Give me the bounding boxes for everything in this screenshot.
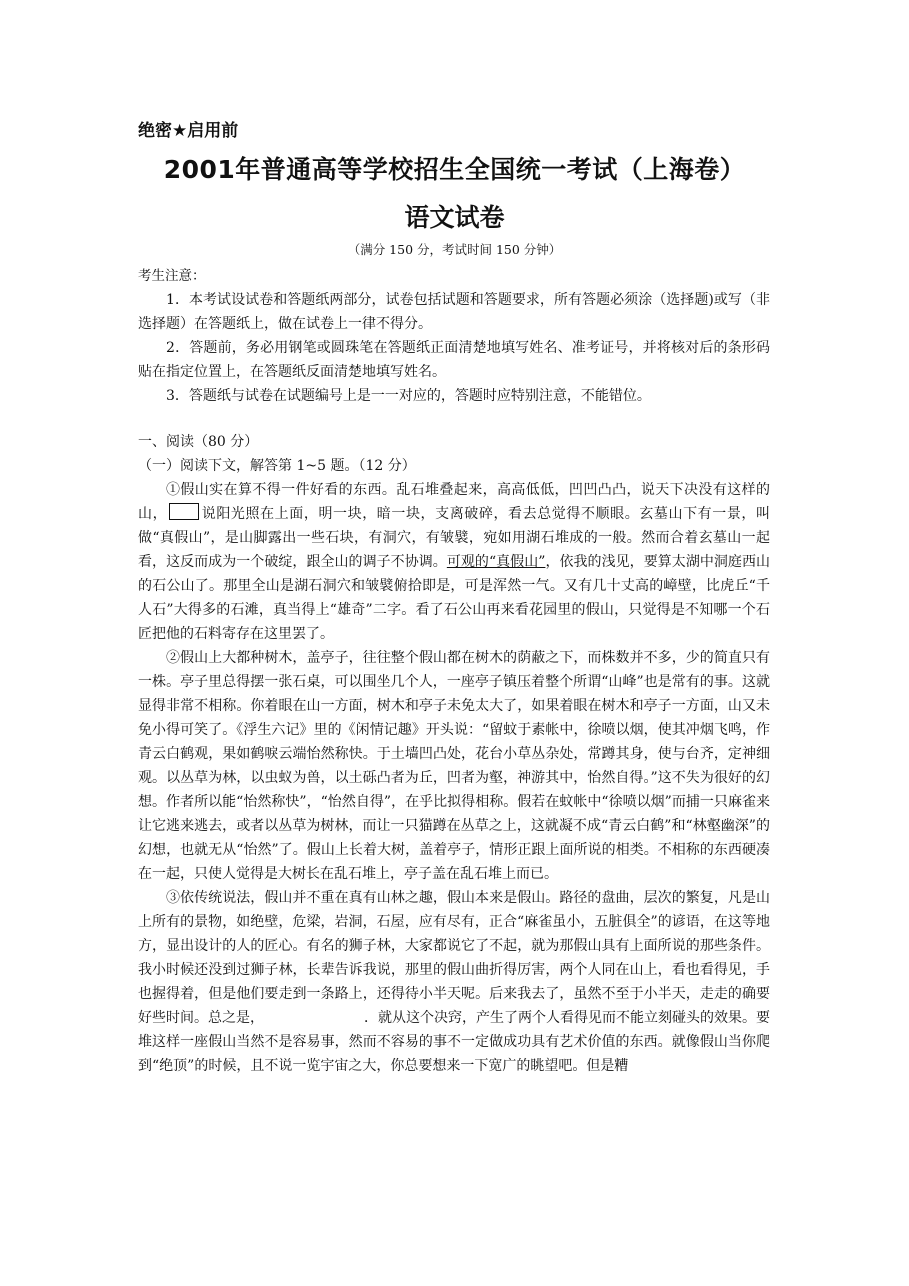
notice-list [138, 288, 770, 408]
score-line: （满分 150 分，考试时间 150 分钟） [347, 242, 562, 257]
notice-item: 1．本考试设试卷和答题纸两部分，试卷包括试题和答题要求，所有答题必须涂（选择题)或写（非选择题）在答题纸上，做在试卷上一律不得分。 [138, 292, 770, 332]
notice-item: 3．答题纸与试卷在试题编号上是一一对应的，答题时应特别注意，不能错位。 [166, 388, 651, 404]
exam-subtitle: 语文试卷 [404, 203, 505, 232]
notice-item: 2．答题前，务必用钢笔或圆珠笔在答题纸正面清楚地填写姓名、准考证号，并将核对后的条形码贴在指定位置上，在答题纸反面清楚地填写姓名。 [138, 340, 770, 380]
paragraph-3 [138, 886, 770, 1078]
section-heading: 一、阅读（80 分） [138, 434, 259, 450]
confidential-label: 绝密★启用前 [138, 121, 239, 141]
paragraph-1-part-a: ①假山实在算不得一件好看的东西。乱石堆叠起来，高高低低，凹凹凸凸，说天下决没有这样的山， [138, 482, 770, 522]
paragraph-1 [138, 478, 770, 646]
reading-passage [138, 478, 770, 1078]
paragraph-2: ②假山上大都种树木，盖亭子，往往整个假山都在树木的荫蔽之下，而株数并不多，少的简直只有一株。亭子里总得摆一张石桌，可以围坐几个人，一座亭子镇压着整个所谓“山峰”也是常有的事。这就显得非常不相称。你着眼在山一方面，树木和亭子未免太大了，如果着眼在树木和亭子一方面，山又未免小得可笑了。《浮生六记》里的《闲情记趣》开头说：“留蚊于素帐中，徐喷以烟，使其冲烟飞鸣，作青云白鹤观，果如鹤唳云端怡然称快。于土墙凹凸处，花台小草丛杂处，常蹲其身，使与台齐，定神细观。以丛草为林，以虫蚁为兽，以土砾凸者为丘，凹者为壑，神游其中，怡然自得。”这不失为很好的幻想。作者所以能“怡然称快”，“怡然自得”，在乎比拟得相称。假若在蚊帐中“徐喷以烟”而捕一只麻雀来让它逃来逃去，或者以丛草为树林，而让一只猫蹲在丛草之上，这就凝不成“青云白鹤”和“林壑幽深”的幻想，也就无从“怡然”了。假山上长着大树，盖着亭子，情形正跟上面所说的相类。不相称的东西硬凑在一起，只使人觉得是大树长在乱石堆上，亭子盖在乱石堆上而已。 [138, 650, 770, 882]
underlined-phrase: 可观的“真假山” [446, 554, 546, 570]
paragraph-1-part-c: ，依我的浅见，要算太湖中洞庭西山的石公山了。那里全山是湖石洞穴和皱襞俯拾即是，可是浑然一气。又有几十丈高的嶂壁，比虎丘“千人石”大得多的石滩，真当得上“雄奇”二字。看了石公山再来看花园里的假山，只觉得是不知哪一个石匠把他的石料寄存在这里罢了。 [138, 554, 771, 642]
sub-section-heading: （一）阅读下文，解答第 1~5 题。（12 分） [138, 458, 416, 474]
answer-blank-box [169, 503, 199, 520]
notice-heading: 考生注意： [138, 268, 206, 284]
exam-title: 2001年普通高等学校招生全国统一考试（上海卷） [163, 155, 746, 184]
paragraph-3-part-b: ．就从这个决窍，产生了两个人看得见而不能立刻碰头的效果。要堆这样一座假山当然不是容易事，然而不容易的事不一定做成功具有艺术价值的东西。就像假山当你爬到“绝顶”的时候，且不说一览宇宙之大，你总要想来一下宽广的眺望吧。但是糟 [138, 1010, 770, 1074]
paragraph-3-part-a: ③依传统说法，假山并不重在真有山林之趣，假山本来是假山。路径的盘曲，层次的繁复，凡是山上所有的景物，如绝壁，危梁，岩洞，石屋，应有尽有，正合“麻雀虽小，五脏俱全”的谚语，在这等地方，显出设计的人的匠心。有名的狮子林，大家都说它了不起，就为那假山具有上面所说的那些条件。我小时候还没到过狮子林，长辈告诉我说，那里的假山曲折得厉害，两个人同在山上，看也看得见，手也握得着，但是他们要走到一条路上，还得待小半天呢。后来我去了，虽然不至于小半天，走走的确要好些时间。总之是， [138, 890, 770, 1026]
paragraph-1-part-b: 说阳光照在上面，明一块，暗一块，支离破碎，看去总觉得不顺眼。玄墓山下有一景，叫做“真假山”，是山脚露出一些石块，有洞穴，有皱襞，宛如用湖石堆成的一般。然而合着玄墓山一起看，这反而成为一个破绽，跟全山的调子不协调。 [138, 506, 770, 570]
